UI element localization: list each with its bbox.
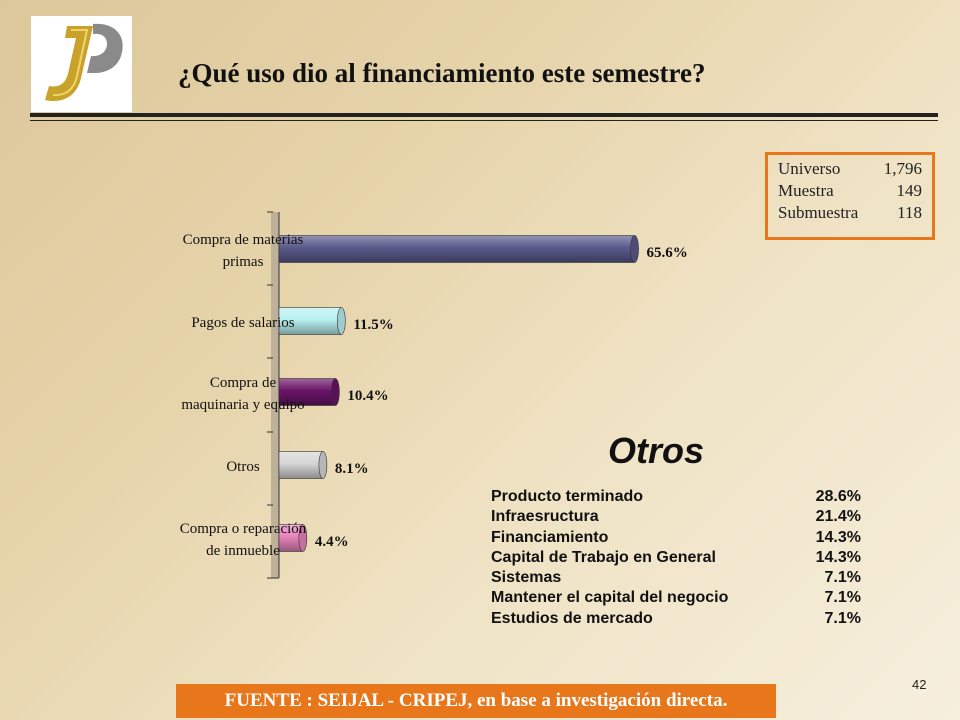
bar-3 [279,452,323,479]
data-label-3: 8.1% [334,461,369,477]
category-label-0: primas [222,254,264,270]
list-item [491,487,871,507]
bar-cap-3 [319,452,327,479]
otros-item-name: Estudios de mercado [491,609,653,627]
sample-label: Muestra [778,181,834,200]
otros-item-value: 7.1% [824,569,861,587]
sample-value: 1,796 [883,159,922,178]
category-label-2: Compra de [209,375,277,391]
otros-item-name: Financiamiento [491,528,609,546]
category-label-4: Compra o reparación [179,521,307,537]
bar-cap-1 [337,308,345,335]
list-item [491,507,871,527]
list-item [491,528,871,548]
category-label-1: Pagos de salarios [191,315,295,331]
otros-title: Otros [608,430,705,471]
otros-item-value: 21.4% [815,508,861,526]
data-label-2: 10.4% [347,388,389,404]
data-label-1: 11.5% [353,317,394,333]
otros-item-value: 28.6% [815,488,861,505]
list-item [491,609,871,629]
otros-item-name: Infraesructura [491,508,599,526]
list-item [491,568,871,588]
category-label-0: Compra de materias [182,232,304,248]
otros-item-name: Capital de Trabajo en General [491,548,716,566]
page-title: ¿Qué uso dio al financiamiento este semestre? [178,58,706,88]
category-label-3: Otros [226,459,260,475]
data-label-0: 65.6% [646,245,688,261]
bar-cap-0 [631,236,639,263]
data-label-4: 4.4% [314,534,349,550]
category-label-2: maquinaria y equipo [181,397,305,413]
otros-item-value: 7.1% [824,609,861,627]
otros-item-name: Producto terminado [491,488,644,505]
otros-item-name: Mantener el capital del negocio [491,589,729,607]
list-item [491,588,871,608]
sample-value: 149 [896,181,922,200]
sample-label: Universo [778,159,841,178]
sample-label: Submuestra [778,203,859,222]
otros-list [491,487,871,629]
bar-0 [279,236,635,263]
page-number: 42 [912,677,927,692]
category-label-4: de inmueble [206,543,280,559]
list-item [491,548,871,568]
otros-item-name: Sistemas [491,569,562,587]
otros-item-value: 14.3% [815,548,861,566]
sample-value: 118 [897,203,922,222]
bar-cap-2 [331,379,339,406]
source-banner: FUENTE : SEIJAL - CRIPEJ, en base a investigación directa. [176,684,776,718]
otros-item-value: 14.3% [815,528,861,546]
otros-item-value: 7.1% [824,589,861,607]
